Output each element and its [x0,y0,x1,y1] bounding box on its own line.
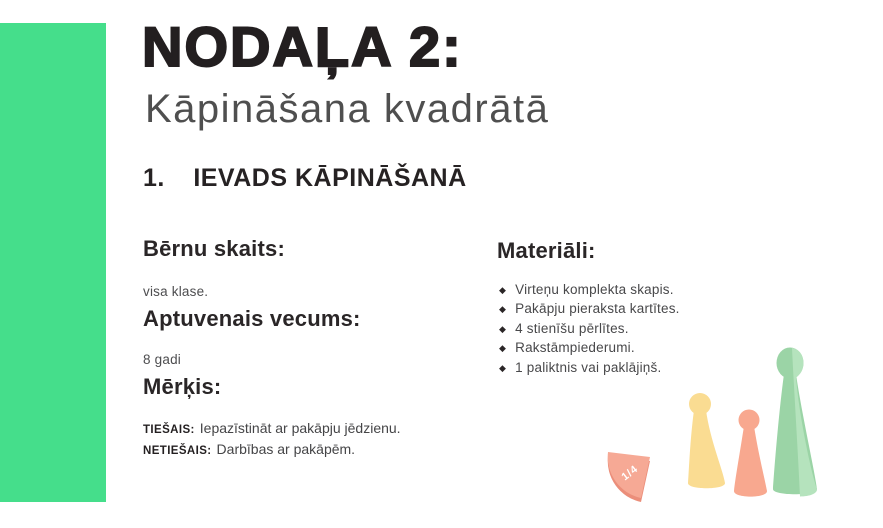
chapter-subtitle: Kāpināšana kvadrātā [145,87,550,131]
indirect-goal-label: NETIEŠAIS: [143,444,212,457]
diamond-bullet-icon: ◆ [499,323,507,334]
diamond-bullet-icon: ◆ [499,343,507,354]
children-count-label: Bērnu skaits: [143,236,285,261]
list-item [499,320,680,339]
section-heading [143,164,467,193]
pawn-salmon-body [734,426,767,497]
list-item [499,300,680,319]
children-count-value: visa klase. [143,284,209,299]
pawn-salmon [734,410,767,497]
section-number: 1. [143,164,165,192]
goal-label: Mērķis: [143,374,222,399]
accent-bar [0,23,106,502]
diamond-bullet-icon: ◆ [499,362,507,373]
direct-goal-line [143,419,401,440]
fraction-wedge [608,452,650,502]
materials-label: Materiāli: [497,238,596,263]
indirect-goal-line [143,440,401,461]
pawn-yellow-body [688,410,725,488]
goals-block [143,419,401,460]
indirect-goal-text: Darbības ar pakāpēm. [216,440,356,457]
age-label: Aptuvenais vecums: [143,306,361,331]
pawn-yellow [688,393,725,488]
list-item-text: 4 stienīšu pērlītes. [515,320,629,336]
list-item-text: Virteņu komplekta skapis. [515,282,674,297]
chapter-title: NODAĻA 2: [142,15,463,78]
list-item-text: Rakstāmpiederumi. [515,340,635,356]
pawn-green [773,348,817,497]
section-heading-text: IEVADS KĀPINĀŠANĀ [193,164,467,192]
list-item-text: Pakāpju pieraksta kartītes. [515,301,680,317]
list-item [499,281,680,300]
fraction-label: 1/4 [619,462,641,484]
game-pieces-illustration [590,340,883,528]
diamond-bullet-icon: ◆ [499,285,507,295]
direct-goal-label: TIEŠAIS: [143,424,195,436]
direct-goal-text: Iepazīstināt ar pakāpju jēdzienu. [199,420,401,436]
list-item-text: 1 paliktnis vai paklājiņš. [515,359,662,375]
age-value: 8 gadi [143,352,181,367]
diamond-bullet-icon: ◆ [499,304,507,315]
